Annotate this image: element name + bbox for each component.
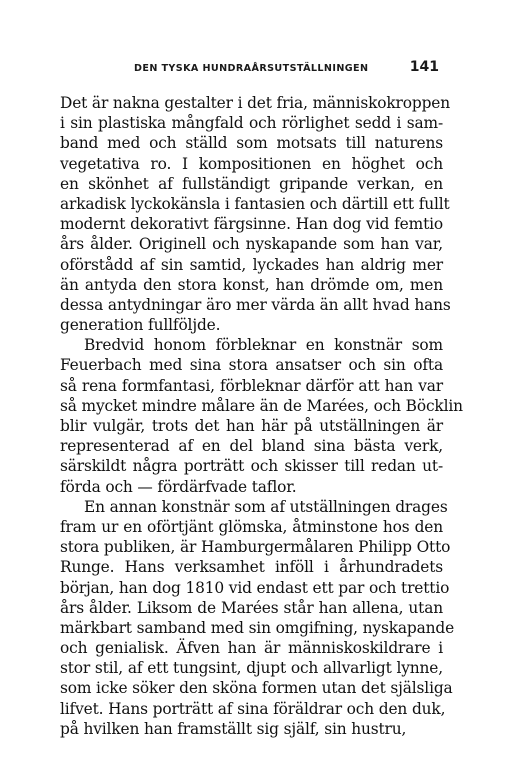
text-line: stora publiken, är Hamburgermålaren Philipp Otto xyxy=(60,538,451,557)
text-line: som icke söker den sköna formen utan det själsliga xyxy=(60,679,453,698)
text-line: och genialisk. Äfven han är människoskildrare i xyxy=(60,639,443,658)
text-line: än antyda den stora konst, han drömde om, men xyxy=(60,275,443,294)
text-line: En annan konstnär som af utställningen drages xyxy=(84,497,448,516)
text-line: vegetativa ro. I kompositionen en höghet och xyxy=(60,154,443,173)
text-line: så rena formfantasi, förbleknar därför att han var xyxy=(60,376,443,395)
text-line: blir vulgär, trots det han här på utställningen är xyxy=(60,417,443,435)
paragraph xyxy=(60,497,455,739)
text-line: början, han dog 1810 vid endast ett par och trettio xyxy=(60,578,450,597)
text-line: lifvet. Hans porträtt af sina föräldrar och den duk, xyxy=(60,699,446,718)
text-line: års ålder. Originell och nyskapande som han var, xyxy=(60,235,443,254)
text-line: oförstådd af sin samtid, lyckades han aldrig mer xyxy=(60,255,443,274)
text-line: på hvilken han framställt sig själf, sin hustru, xyxy=(60,719,407,738)
text-line: i sin plastiska mångfald och rörlighet sedd i sam- xyxy=(60,114,443,133)
text-line: Feuerbach med sina stora ansatser och sin ofta xyxy=(60,356,443,375)
paragraph xyxy=(60,93,451,335)
text-line: representerad af en del bland sina bästa verk, xyxy=(60,437,443,456)
text-line: Bredvid honom förbleknar en konstnär som xyxy=(84,336,443,355)
text-line: en skönhet af fullständigt gripande verkan, en xyxy=(60,174,443,193)
paragraph xyxy=(60,335,463,497)
text-line: Det är nakna gestalter i det fria, människokroppen xyxy=(60,94,450,112)
text-line: särskildt några porträtt och skisser till redan ut- xyxy=(60,457,443,476)
text-line: dessa antydningar äro mer värda än allt hvad hans xyxy=(60,295,451,314)
text-line: fram ur en oförtjänt glömska, åtminstone hos den xyxy=(60,517,443,536)
page-number: 141 xyxy=(409,59,439,75)
text-line: års ålder. Liksom de Marées står han allena, utan xyxy=(60,598,443,617)
text-line: modernt dekorativt färgsinne. Han dog vid femtio xyxy=(60,215,443,234)
running-header xyxy=(60,59,443,81)
text-line: märkbart samband med sin omgifning, nyskapande xyxy=(60,618,455,637)
text-line: stor stil, af ett tungsint, djupt och allvarligt lynne, xyxy=(60,659,443,678)
text-line: Runge. Hans verksamhet inföll i århundradets xyxy=(60,558,443,577)
running-title: DEN TYSKA HUNDRAÅRSUTSTÄLLNINGEN xyxy=(134,63,369,74)
body-text xyxy=(60,93,463,739)
text-line: så mycket mindre målare än de Marées, och Böcklin xyxy=(60,396,463,415)
text-line: band med och ställd som motsats till naturens xyxy=(60,134,443,153)
text-line: arkadisk lyckokänsla i fantasien och därtill ett fullt xyxy=(60,194,450,213)
text-line: generation fullföljde. xyxy=(60,316,221,335)
text-line: förda och — fördärfvade taflor. xyxy=(60,477,297,496)
